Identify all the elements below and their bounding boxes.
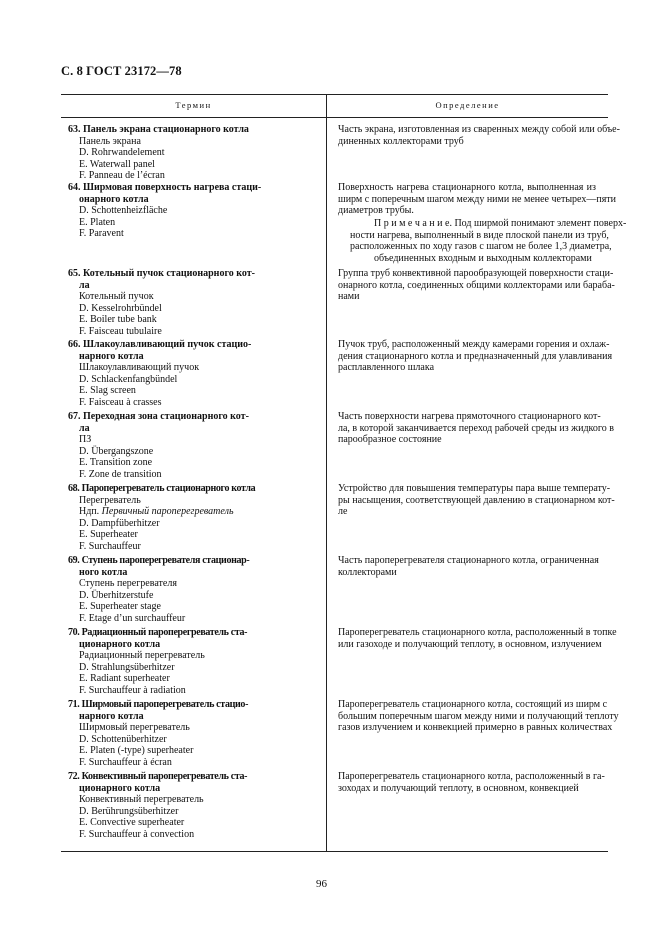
term-64: 64. Ширмовая поверхность нагрева стаци- онарного котла D. Schottenheizfläche E. Platen F. Paravent — [68, 182, 262, 239]
terms-table — [61, 94, 627, 851]
term-70: 70. Радиационный пароперегреватель ста- ционарного котла Радиационный перегреватель D. Strahlungsüberhitzer E. Radiant superheater F. Surchauffeur à radiation — [68, 627, 248, 696]
definition-67: Часть поверхности нагрева прямоточного стационарного кот- ла, в которой заканчивается переход рабочей среды из жидкого в парообразное состояние — [338, 411, 614, 445]
term-french: F. Panneau de l’écran — [79, 170, 165, 181]
term-german: D. Strahlungsüberhitzer — [79, 661, 175, 673]
column-divider — [326, 94, 327, 851]
definition-63: Часть экрана, изготовленная из сваренных между собой или объе- диненных коллекторами труб — [338, 124, 620, 147]
term-title: 69. Ступень пароперегревателя стационар- — [68, 555, 250, 566]
term-english: E. Platen (-type) superheater — [79, 745, 194, 756]
term-french: F. Zone de transition — [79, 468, 162, 480]
term-72: 72. Конвективный пароперегреватель ста- ционарного котла Конвективный перегреватель D. Berührungsüberhitzer E. Convective superheater F. Surchauffeur à convection — [68, 771, 248, 840]
term-english: E. Boiler tube bank — [79, 314, 157, 325]
term-synonym: Ширмовый перегреватель — [79, 722, 190, 733]
term-68 — [68, 483, 255, 552]
term-synonym: Шлакоулавливающий пучок — [79, 362, 200, 373]
term-german: D. Dampfüberhitzer — [79, 517, 160, 529]
term-german: D. Rohrwandelement — [79, 147, 165, 158]
term-63 — [68, 124, 249, 182]
term-title: 72. Конвективный пароперегреватель ста- — [68, 771, 248, 782]
term-synonym: Радиационный перегреватель — [79, 650, 205, 661]
term-english: E. Waterwall panel — [79, 158, 155, 170]
term-german: D. Überhitzerstufe — [79, 589, 154, 601]
term-deprecated: Ндп. Первичный пароперегреватель — [79, 506, 234, 517]
column-header-term: Термин — [175, 100, 212, 110]
term-german: D. Berührungsüberhitzer — [79, 805, 179, 817]
term-title: 65. Котельный пучок стационарного кот- — [68, 268, 255, 279]
page-number: 96 — [316, 878, 327, 890]
term-french: F. Faisceau à crasses — [79, 396, 162, 408]
definition-66: Пучок труб, расположенный между камерами горения и охлаж- дения стационарного котла и предназначенный для улавливания расплавленного шлака — [338, 339, 613, 373]
term-synonym: Панель экрана — [79, 135, 141, 147]
term-title: 67. Переходная зона стационарного кот- — [68, 411, 249, 422]
term-title: 68. Пароперегреватель стационарного котла — [68, 483, 256, 494]
term-english: E. Superheater stage — [79, 601, 161, 612]
term-french: F. Etage d’un surchauffeur — [79, 612, 186, 624]
term-english: E. Transition zone — [79, 457, 153, 468]
term-synonym: Котельный пучок — [79, 291, 154, 302]
definition-70: Пароперегреватель стационарного котла, расположенный в топке или газоходе и получающий теплоту, в основном, излучением — [338, 627, 617, 650]
term-title: 63. Панель экрана стационарного котла — [68, 124, 249, 135]
table-header-rule — [61, 117, 608, 118]
definition-68: Устройство для повышения температуры пара выше температу- ры насыщения, соответствующей давлению в стационарном кот- ле — [338, 483, 615, 517]
table-top-rule — [61, 94, 608, 95]
definition-71: Пароперегреватель стационарного котла, состоящий из ширм с большим поперечным шагом между ними и получающий теплоту газов излучением и конвекцией примерно в равных количествах — [338, 699, 619, 733]
definition-72: Пароперегреватель стационарного котла, расположенный в га- зоходах и получающий теплоту, в основном, конвекцией — [338, 771, 605, 794]
term-french: F. Surchauffeur à écran — [79, 756, 172, 768]
term-french: F. Surchauffeur à convection — [79, 828, 195, 840]
term-title: 64. Ширмовая поверхность нагрева стаци- — [68, 182, 262, 193]
column-header-definition: Определение — [435, 100, 500, 110]
term-title: 66. Шлакоулавливающий пучок стацио- — [68, 339, 252, 350]
term-synonym: Конвективный перегреватель — [79, 794, 204, 805]
term-german: D. Schottenüberhitzer — [79, 733, 167, 745]
term-french: F. Surchauffeur — [79, 540, 141, 552]
page-header: С. 8 ГОСТ 23172—78 — [61, 64, 182, 78]
term-english: E. Radiant superheater — [79, 673, 170, 684]
term-english: E. Slag screen — [79, 385, 136, 396]
table-bottom-rule — [61, 851, 608, 852]
term-abbreviation: ПЗ — [79, 434, 92, 445]
term-71: 71. Ширмовый пароперегреватель стацио- нарного котла Ширмовый перегреватель D. Schottenüberhitzer E. Platen (-type) superheater F. Surchauffeur à écran — [68, 699, 249, 768]
definition-64: Поверхность нагрева стационарного котла, выполненная из ширм с поперечным шагом между ними не менее четырех—пяти диаметров трубы. — [338, 182, 617, 216]
term-german: D. Übergangszone — [79, 445, 154, 457]
term-german: D. Kesselrohrbündel — [79, 302, 162, 314]
term-english: E. Platen — [79, 216, 116, 228]
term-synonym: Ступень перегревателя — [79, 578, 177, 589]
definition-69: Часть пароперегревателя стационарного котла, ограниченная коллекторами — [338, 555, 599, 578]
term-66: 66. Шлакоулавливающий пучок стацио- нарного котла Шлакоулавливающий пучок D. Schlackenfangbündel E. Slag screen F. Faisceau à crasses — [68, 339, 252, 408]
term-67: 67. Переходная зона стационарного кот- ла ПЗ D. Übergangszone E. Transition zone F. Zone de transition — [68, 411, 249, 480]
term-french: F. Paravent — [79, 228, 124, 239]
term-french: F. Surchauffeur à radiation — [79, 684, 186, 696]
term-german: D. Schlackenfangbündel — [79, 373, 178, 385]
term-german: D. Schottenheizfläche — [79, 205, 168, 216]
term-title: 71. Ширмовый пароперегреватель стацио- — [68, 699, 249, 710]
definition-65: Группа труб конвективной парообразующей поверхности стаци- онарного котла, соединенных общими коллекторами или бараба- нами — [338, 268, 615, 302]
term-65: 65. Котельный пучок стационарного кот- ла Котельный пучок D. Kesselrohrbündel E. Boiler tube bank F. Faisceau tubulaire — [68, 268, 255, 337]
term-synonym: Перегреватель — [79, 494, 141, 506]
term-english: E. Superheater — [79, 529, 138, 540]
term-69: 69. Ступень пароперегревателя стационар- ного котла Ступень перегревателя D. Überhitzerstufe E. Superheater stage F. Etage d’un surchauffeur — [68, 555, 250, 624]
term-english: E. Convective superheater — [79, 817, 185, 828]
note-64: П р и м е ч а н и е. Под ширмой понимают элемент поверх- ности нагрева, выполненный в виде плоской панели из труб, расположенных по ходу газов с шагом не более 1,3 диаметра, объединенных входным и выходным коллекторами — [350, 218, 627, 264]
term-french: F. Faisceau tubulaire — [79, 325, 162, 337]
term-title: 70. Радиационный пароперегреватель ста- — [68, 627, 248, 638]
